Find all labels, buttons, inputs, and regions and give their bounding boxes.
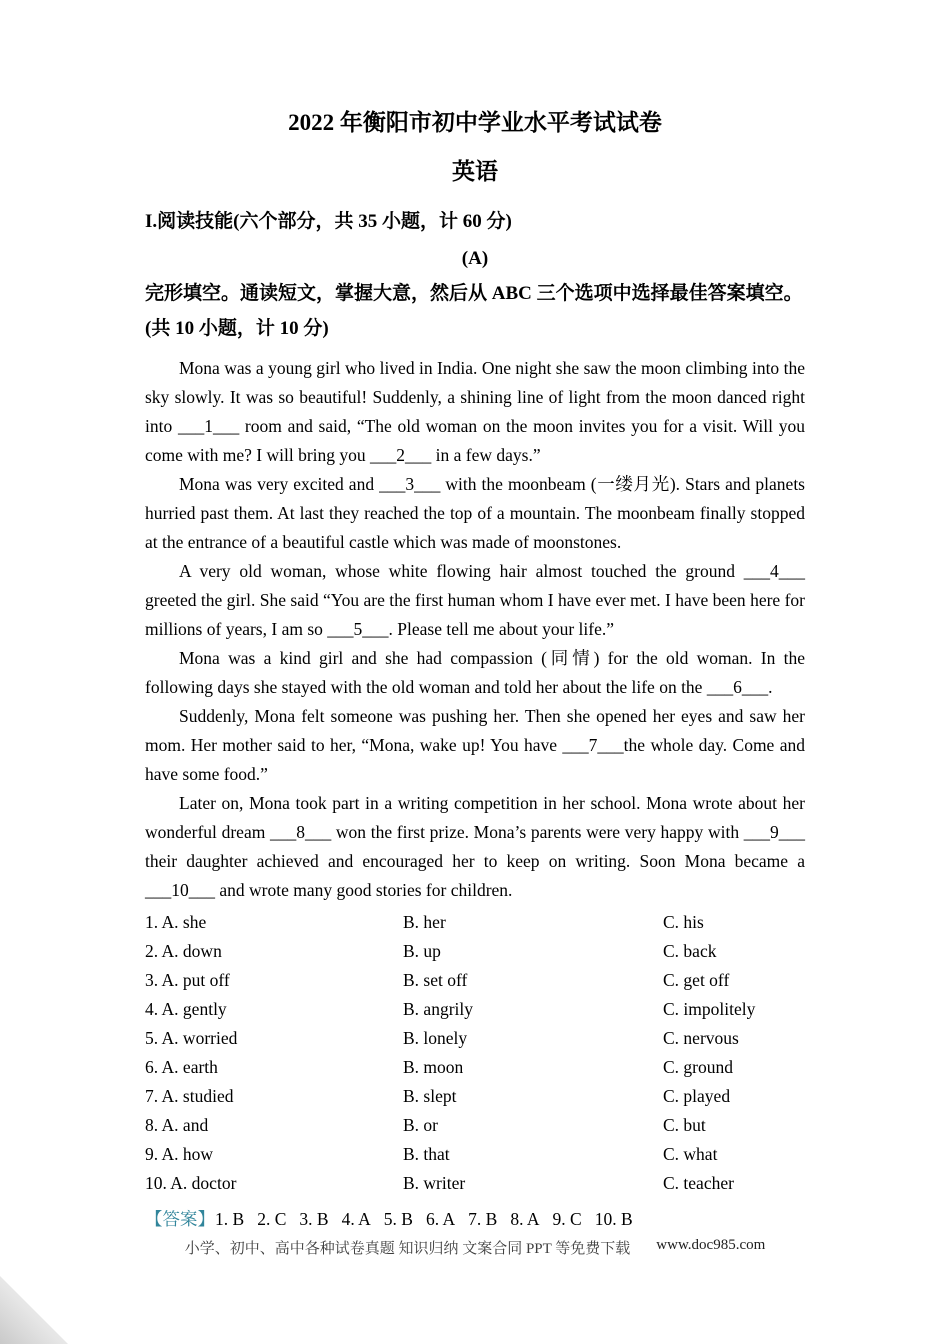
option-b: B. or (403, 1114, 438, 1135)
option-b: B. slept (403, 1085, 457, 1106)
option-b: B. that (403, 1143, 450, 1164)
question-list (145, 908, 805, 1198)
answer-item: 4. A (341, 1208, 371, 1229)
answer-line (145, 1205, 805, 1234)
option-a: A. worried (161, 1027, 238, 1048)
question-row (145, 1169, 805, 1198)
answer-item: 6. A (425, 1208, 456, 1229)
option-a: A. and (161, 1114, 209, 1135)
option-b: B. writer (403, 1172, 466, 1193)
question-number: 5. (145, 1027, 159, 1048)
option-b: B. up (403, 940, 441, 961)
question-row (145, 966, 805, 995)
passage-paragraph-5: Suddenly, Mona felt someone was pushing her. Then she opened her eyes and saw her mom. Her mother said to her, “Mona, wake up! You have ___7___the whole day. Come and have some food.” (145, 705, 805, 784)
passage-paragraph-4: Mona was a kind girl and she had compassion (同情) for the old woman. In the following days she stayed with the old woman and told her about the life on the ___6___. (145, 647, 805, 697)
option-c: C. get off (663, 969, 730, 990)
passage-paragraph-3: A very old woman, whose white flowing hair almost touched the ground ___4___ greeted the girl. She said “You are the first human whom I have ever met. I have been here for millions of years, I am so ___5___. Please tell me about your life.” (145, 560, 805, 639)
option-b: B. her (403, 911, 446, 932)
option-c: C. what (663, 1143, 718, 1164)
option-c: C. his (663, 911, 704, 932)
passage-paragraph-1: Mona was a young girl who lived in India. One night she saw the moon climbing into the sky slowly. It was so beautiful! Suddenly, a shining line of light from the moon danced right into ___1___ room and said, “The old woman on the moon invites you for a visit. Will you come with me? I will bring you ___2___ in a few days.” (145, 357, 805, 465)
question-row (145, 908, 805, 937)
question-number: 2. (145, 940, 159, 961)
question-number: 7. (145, 1085, 159, 1106)
question-number-and-option-a (145, 1140, 403, 1169)
passage-paragraph-6: Later on, Mona took part in a writing competition in her school. Mona wrote about her wonderful dream ___8___ won the first prize. Mona’s parents were very happy with ___9___ their daughter achieved and encouraged her to keep on writing. Soon Mona became a ___10___ and wrote many good stories for children. (145, 792, 805, 900)
question-number-and-option-a (145, 1082, 403, 1111)
question-number: 8. (145, 1114, 159, 1135)
option-c: C. but (663, 1114, 706, 1135)
question-number-and-option-a (145, 966, 403, 995)
option-a: A. studied (161, 1085, 234, 1106)
page-footer (145, 1237, 805, 1258)
exam-title: 2022 年衡阳市初中学业水平考试试卷 (288, 110, 662, 135)
question-number-and-option-a (145, 1053, 403, 1082)
question-row (145, 1111, 805, 1140)
passage-paragraph-2: Mona was very excited and ___3___ with the moonbeam (一缕月光). Stars and planets hurried past them. At last they reached the top of a mountain. The moonbeam finally stopped at the entrance of a beautiful castle which was made of moonstones. (145, 473, 805, 552)
question-number: 10. (145, 1172, 167, 1193)
answer-item: 7. B (468, 1208, 498, 1229)
instructions-line: 完形填空。通读短文，掌握大意，然后从 ABC 三个选项中选择最佳答案填空。 (145, 283, 803, 304)
answer-label: 【答案】 (145, 1208, 215, 1229)
question-row (145, 1024, 805, 1053)
question-row (145, 1140, 805, 1169)
question-row (145, 1053, 805, 1082)
answer-item: 9. C (552, 1208, 582, 1229)
option-b: B. angrily (403, 998, 473, 1019)
option-c: C. teacher (663, 1172, 734, 1193)
option-c: C. played (663, 1085, 731, 1106)
exam-subject: 英语 (452, 159, 498, 184)
option-b: B. moon (403, 1056, 464, 1077)
question-number-and-option-a (145, 1024, 403, 1053)
question-number: 4. (145, 998, 159, 1019)
question-number: 6. (145, 1056, 159, 1077)
option-a: A. how (161, 1143, 214, 1164)
answer-item: 5. B (383, 1208, 413, 1229)
question-number: 9. (145, 1143, 159, 1164)
answer-item: 10. B (594, 1208, 633, 1229)
answer-item: 2. C (257, 1208, 287, 1229)
option-a: A. doctor (170, 1172, 237, 1193)
question-number: 3. (145, 969, 159, 990)
option-a: A. gently (161, 998, 227, 1019)
option-c: C. ground (663, 1056, 733, 1077)
option-c: C. back (663, 940, 717, 961)
question-number-and-option-a (145, 1111, 403, 1140)
section-heading: I.阅读技能(六个部分，共 35 小题，计 60 分) (145, 211, 512, 232)
question-row (145, 1082, 805, 1111)
answer-item: 8. A (510, 1208, 540, 1229)
question-row (145, 937, 805, 966)
question-number-and-option-a (145, 937, 403, 966)
option-a: A. earth (161, 1056, 218, 1077)
option-a: A. put off (161, 969, 230, 990)
question-number-and-option-a (145, 1169, 403, 1198)
question-number-and-option-a (145, 908, 403, 937)
instructions-note: (共 10 小题，计 10 分) (145, 318, 329, 340)
question-number-and-option-a (145, 995, 403, 1024)
answer-item: 3. B (299, 1208, 329, 1229)
part-label: (A) (461, 247, 489, 269)
cloze-passage (145, 354, 805, 905)
option-a: A. down (161, 940, 222, 961)
footer-site-url: www.doc985.com (656, 1236, 766, 1253)
question-number: 1. (145, 911, 159, 932)
option-b: B. lonely (403, 1027, 468, 1048)
option-a: A. she (161, 911, 207, 932)
option-c: C. nervous (663, 1027, 739, 1048)
option-b: B. set off (403, 969, 468, 990)
question-row (145, 995, 805, 1024)
option-c: C. impolitely (663, 998, 756, 1019)
answer-item: 1. B (215, 1208, 245, 1229)
footer-promo-text: 小学、初中、高中各种试卷真题 知识归纳 文案合同 PPT 等免费下载 (184, 1240, 631, 1257)
